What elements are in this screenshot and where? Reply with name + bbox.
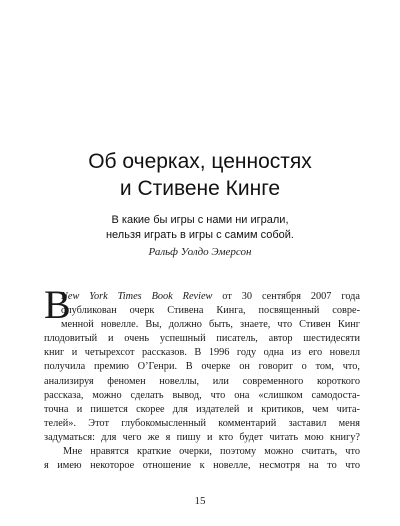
body-line: рассказа, можно сделать вывод, что она «слишком самодоста- bbox=[44, 389, 360, 401]
chapter-title-line-1: Об очерках, ценностях bbox=[88, 150, 312, 173]
body-line: точна и пишется скорее для издателей и критиков, чем чита- bbox=[44, 403, 360, 415]
chapter-title bbox=[0, 148, 400, 202]
body-line bbox=[44, 290, 360, 304]
body-line: опубликован очерк Стивена Кинга, посвященный совре- bbox=[61, 305, 360, 317]
chapter-title-line-2: и Стивене Кинге bbox=[119, 177, 281, 200]
body-text bbox=[44, 282, 360, 473]
page-number: 15 bbox=[194, 495, 206, 507]
body-line: плодовитый и очень успешный писатель, автор шестидесяти bbox=[44, 333, 360, 345]
body-line: менной новелле. Вы, должно быть, знаете, что Стивен Кинг bbox=[61, 319, 360, 331]
epigraph-line-1: В какие бы игры с нами ни играли, bbox=[111, 214, 289, 226]
epigraph-author: Ральф Уолдо Эмерсон bbox=[148, 246, 252, 258]
epigraph-line-2: нельзя играть в игры с самим собой. bbox=[105, 229, 294, 241]
body-line: я имею некоторое отношение к новелле, несмотря на то что bbox=[44, 460, 360, 472]
body-line-text: от 30 сентября 2007 года bbox=[212, 291, 360, 302]
body-line: телей». Этот глубокомысленный комментарий заставил меня bbox=[44, 417, 360, 429]
body-line: получила премию О’Генри. В очерке он говорит о том, что, bbox=[44, 361, 360, 373]
body-line: задуматься: для чего же я пишу и кто будет читать мою книгу? bbox=[44, 431, 360, 443]
body-line: Мне нравятся краткие очерки, поэтому можно считать, что bbox=[63, 446, 360, 458]
epigraph bbox=[0, 213, 400, 260]
body-line: книг и четырехсот рассказов. В 1996 году одна из его новелл bbox=[44, 347, 360, 359]
drop-cap: В bbox=[44, 282, 71, 327]
body-line: анализируя феномен новеллы, или современного короткого bbox=[44, 375, 360, 387]
publication-name: New York Times Book Review bbox=[61, 291, 213, 302]
